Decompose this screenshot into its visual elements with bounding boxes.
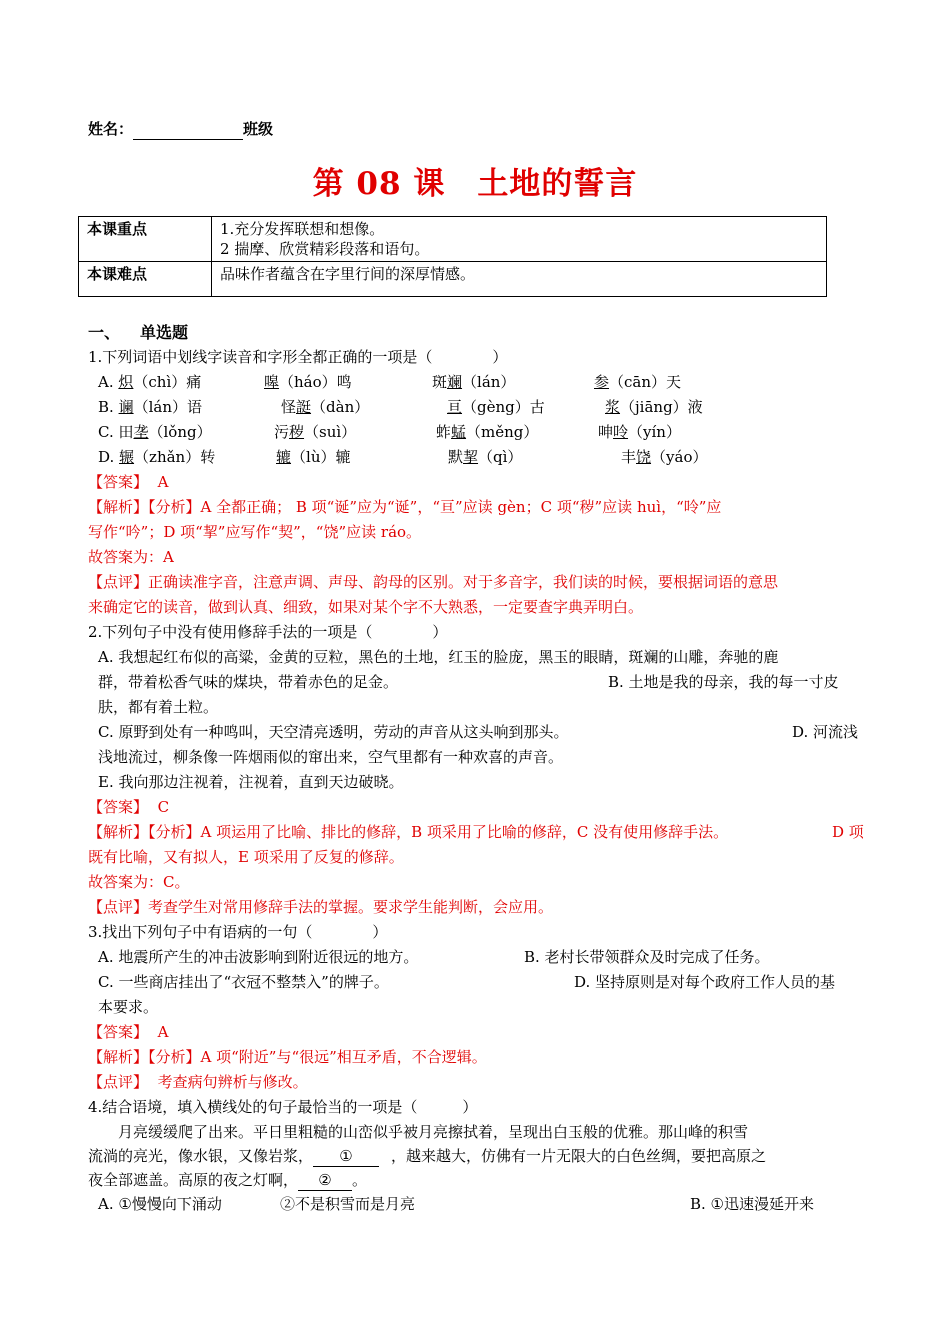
q1-analysis-line-2: 写作“吟”；D 项“挈”应写作“契”，“饶”应读 ráo。	[88, 523, 422, 541]
q4-blank-1[interactable]: ①	[313, 1146, 379, 1167]
q2-analysis-line-1: 【解析】【分析】A 项运用了比喻、排比的修辞，B 项采用了比喻的修辞，C 没有使用修辞手法。	[88, 823, 729, 841]
q1-comment-line-1: 【点评】正确读准字音，注意声调、声母、韵母的区别。对于多音字，我们读的时候，要根据词语的意思	[88, 573, 779, 591]
key-points-label: 本课重点	[79, 217, 212, 262]
difficult-points-label: 本课难点	[79, 262, 212, 297]
q4-passage-line-2: 流淌的亮光，像水银，又像岩浆， ① ，越来越大，仿佛有一片无限大的白色丝绸，要把高原之	[88, 1147, 767, 1165]
q2-answer: 【答案】 C	[88, 798, 170, 816]
section-heading	[88, 323, 188, 343]
q4-option-b[interactable]: B. ①迅速漫延开来	[690, 1195, 815, 1213]
q1-option-c-2: 污秽（suì）	[274, 423, 357, 441]
q2-conclusion: 故答案为：C。	[88, 873, 190, 891]
q1-option-d-1[interactable]: D. 辗（zhǎn）转	[98, 448, 216, 466]
q2-option-b-line-2: 肤，都有着土粒。	[98, 698, 219, 716]
q4-option-a-part-1[interactable]: A. ①慢慢向下涌动	[98, 1195, 222, 1213]
lesson-title: 第 08 课 土地的誓言	[312, 166, 638, 202]
q1-option-d-3: 默挈（qì）	[448, 448, 523, 466]
q1-option-a-3: 斑斓（lán）	[432, 373, 516, 391]
key-points-content	[212, 217, 827, 262]
q1-option-c-3: 蚱蜢（měng）	[436, 423, 539, 441]
q1-option-c-1[interactable]: C. 田垄（lǒng）	[98, 423, 212, 441]
q1-option-b-1[interactable]: B. 谰（lán）语	[98, 398, 202, 416]
q2-comment: 【点评】考查学生对常用修辞手法的掌握。要求学生能判断，会应用。	[88, 898, 554, 916]
q1-analysis-line-1: 【解析】【分析】A 全都正确； B 项“诞”应为“诞”，“亘”应读 gèn；C 项“秽”应读 huì，“呤”应	[88, 498, 722, 516]
q2-option-d-line-2: 浅地流过，柳条像一阵烟雨似的窜出来，空气里都有一种欢喜的声音。	[98, 748, 564, 766]
difficult-points-row	[79, 262, 827, 297]
q4-stem: 4.结合语境，填入横线处的句子最恰当的一项是（ ）	[88, 1098, 478, 1116]
difficult-points-content: 品味作者蕴含在字里行间的深厚情感。	[212, 262, 827, 297]
class-label: 班级	[243, 120, 274, 138]
q1-conclusion: 故答案为：A	[88, 548, 174, 566]
q1-option-a-4: 参（cān）天	[594, 373, 682, 391]
q2-analysis-line-1-end: D 项	[832, 823, 864, 841]
q3-option-a[interactable]: A. 地震所产生的冲击波影响到附近很远的地方。	[98, 948, 419, 966]
q2-stem: 2.下列句子中没有使用修辞手法的一项是（ ）	[88, 623, 448, 641]
lesson-focus-table	[78, 216, 827, 297]
q1-option-a-2: 嗥（háo）鸣	[264, 373, 352, 391]
key-points-row	[79, 217, 827, 262]
q3-option-d-line-2: 本要求。	[98, 998, 159, 1016]
q1-option-b-3: 亘（gèng）古	[447, 398, 545, 416]
q2-option-a-line-2: 群，带着松香气味的煤块，带着赤色的足金。	[98, 673, 399, 691]
q1-option-a-1[interactable]: A. 炽（chì）痛	[98, 373, 202, 391]
q4-passage-line-1: 月亮缓缓爬了出来。平日里粗糙的山峦似乎被月亮擦拭着，呈现出白玉般的优雅。那山峰的积雪	[118, 1123, 749, 1141]
name-blank[interactable]	[133, 119, 243, 140]
q1-comment-line-2: 来确定它的读音，做到认真、细致，如果对某个字不大熟悉，一定要查字典弄明白。	[88, 598, 644, 616]
student-name-field	[88, 119, 273, 140]
name-label: 姓名：	[88, 120, 134, 138]
q3-option-c[interactable]: C. 一些商店挂出了“衣冠不整禁入”的牌子。	[98, 973, 389, 991]
section-number: 一、	[88, 323, 121, 342]
q3-analysis: 【解析】【分析】A 项“附近”与“很远”相互矛盾，不合逻辑。	[88, 1048, 487, 1066]
section-title: 单选题	[140, 323, 189, 342]
q1-option-c-4: 呻呤（yín）	[598, 423, 681, 441]
q2-option-b-line-1[interactable]: B. 土地是我的母亲，我的每一寸皮	[608, 673, 839, 691]
q2-option-a-line-1[interactable]: A. 我想起红布似的高粱，金黄的豆粒，黑色的土地，红玉的脸庞，黑玉的眼睛，斑斓的山雕，奔驰的鹿	[98, 648, 779, 666]
q2-option-c[interactable]: C. 原野到处有一种鸣叫，天空清亮透明，劳动的声音从这头响到那头。	[98, 723, 569, 741]
q2-option-d-line-1[interactable]: D. 河流浅	[792, 723, 859, 741]
key-point-item: 1.充分发挥联想和想像。	[220, 220, 385, 238]
q1-option-b-2: 怪誔（dàn）	[281, 398, 370, 416]
key-point-item: 2 揣摩、欣赏精彩段落和语句。	[220, 240, 430, 258]
q4-blank-2[interactable]: ②	[298, 1170, 352, 1191]
q3-option-d-line-1[interactable]: D. 坚持原则是对每个政府工作人员的基	[574, 973, 836, 991]
q2-analysis-line-2: 既有比喻，又有拟人，E 项采用了反复的修辞。	[88, 848, 404, 866]
q3-option-b[interactable]: B. 老村长带领群众及时完成了任务。	[524, 948, 770, 966]
q3-answer: 【答案】 A	[88, 1023, 169, 1041]
q1-option-b-4: 浆（jiāng）液	[605, 398, 703, 416]
q1-answer: 【答案】 A	[88, 473, 169, 491]
q1-option-d-2: 辘（lù）辘	[276, 448, 351, 466]
q4-option-a-part-2: ②不是积雪而是月亮	[280, 1195, 416, 1213]
q2-option-e[interactable]: E. 我向那边注视着，注视着，直到天边破晓。	[98, 773, 404, 791]
q3-stem: 3.找出下列句子中有语病的一句（ ）	[88, 923, 388, 941]
q1-option-d-4: 丰饶（yáo）	[621, 448, 708, 466]
q4-passage-line-3: 夜全部遮盖。高原的夜之灯啊， ② 。	[88, 1171, 368, 1189]
q3-comment: 【点评】 考查病句辨析与修改。	[88, 1073, 308, 1091]
q1-stem: 1.下列词语中划线字读音和字形全都正确的一项是（ ）	[88, 348, 508, 366]
